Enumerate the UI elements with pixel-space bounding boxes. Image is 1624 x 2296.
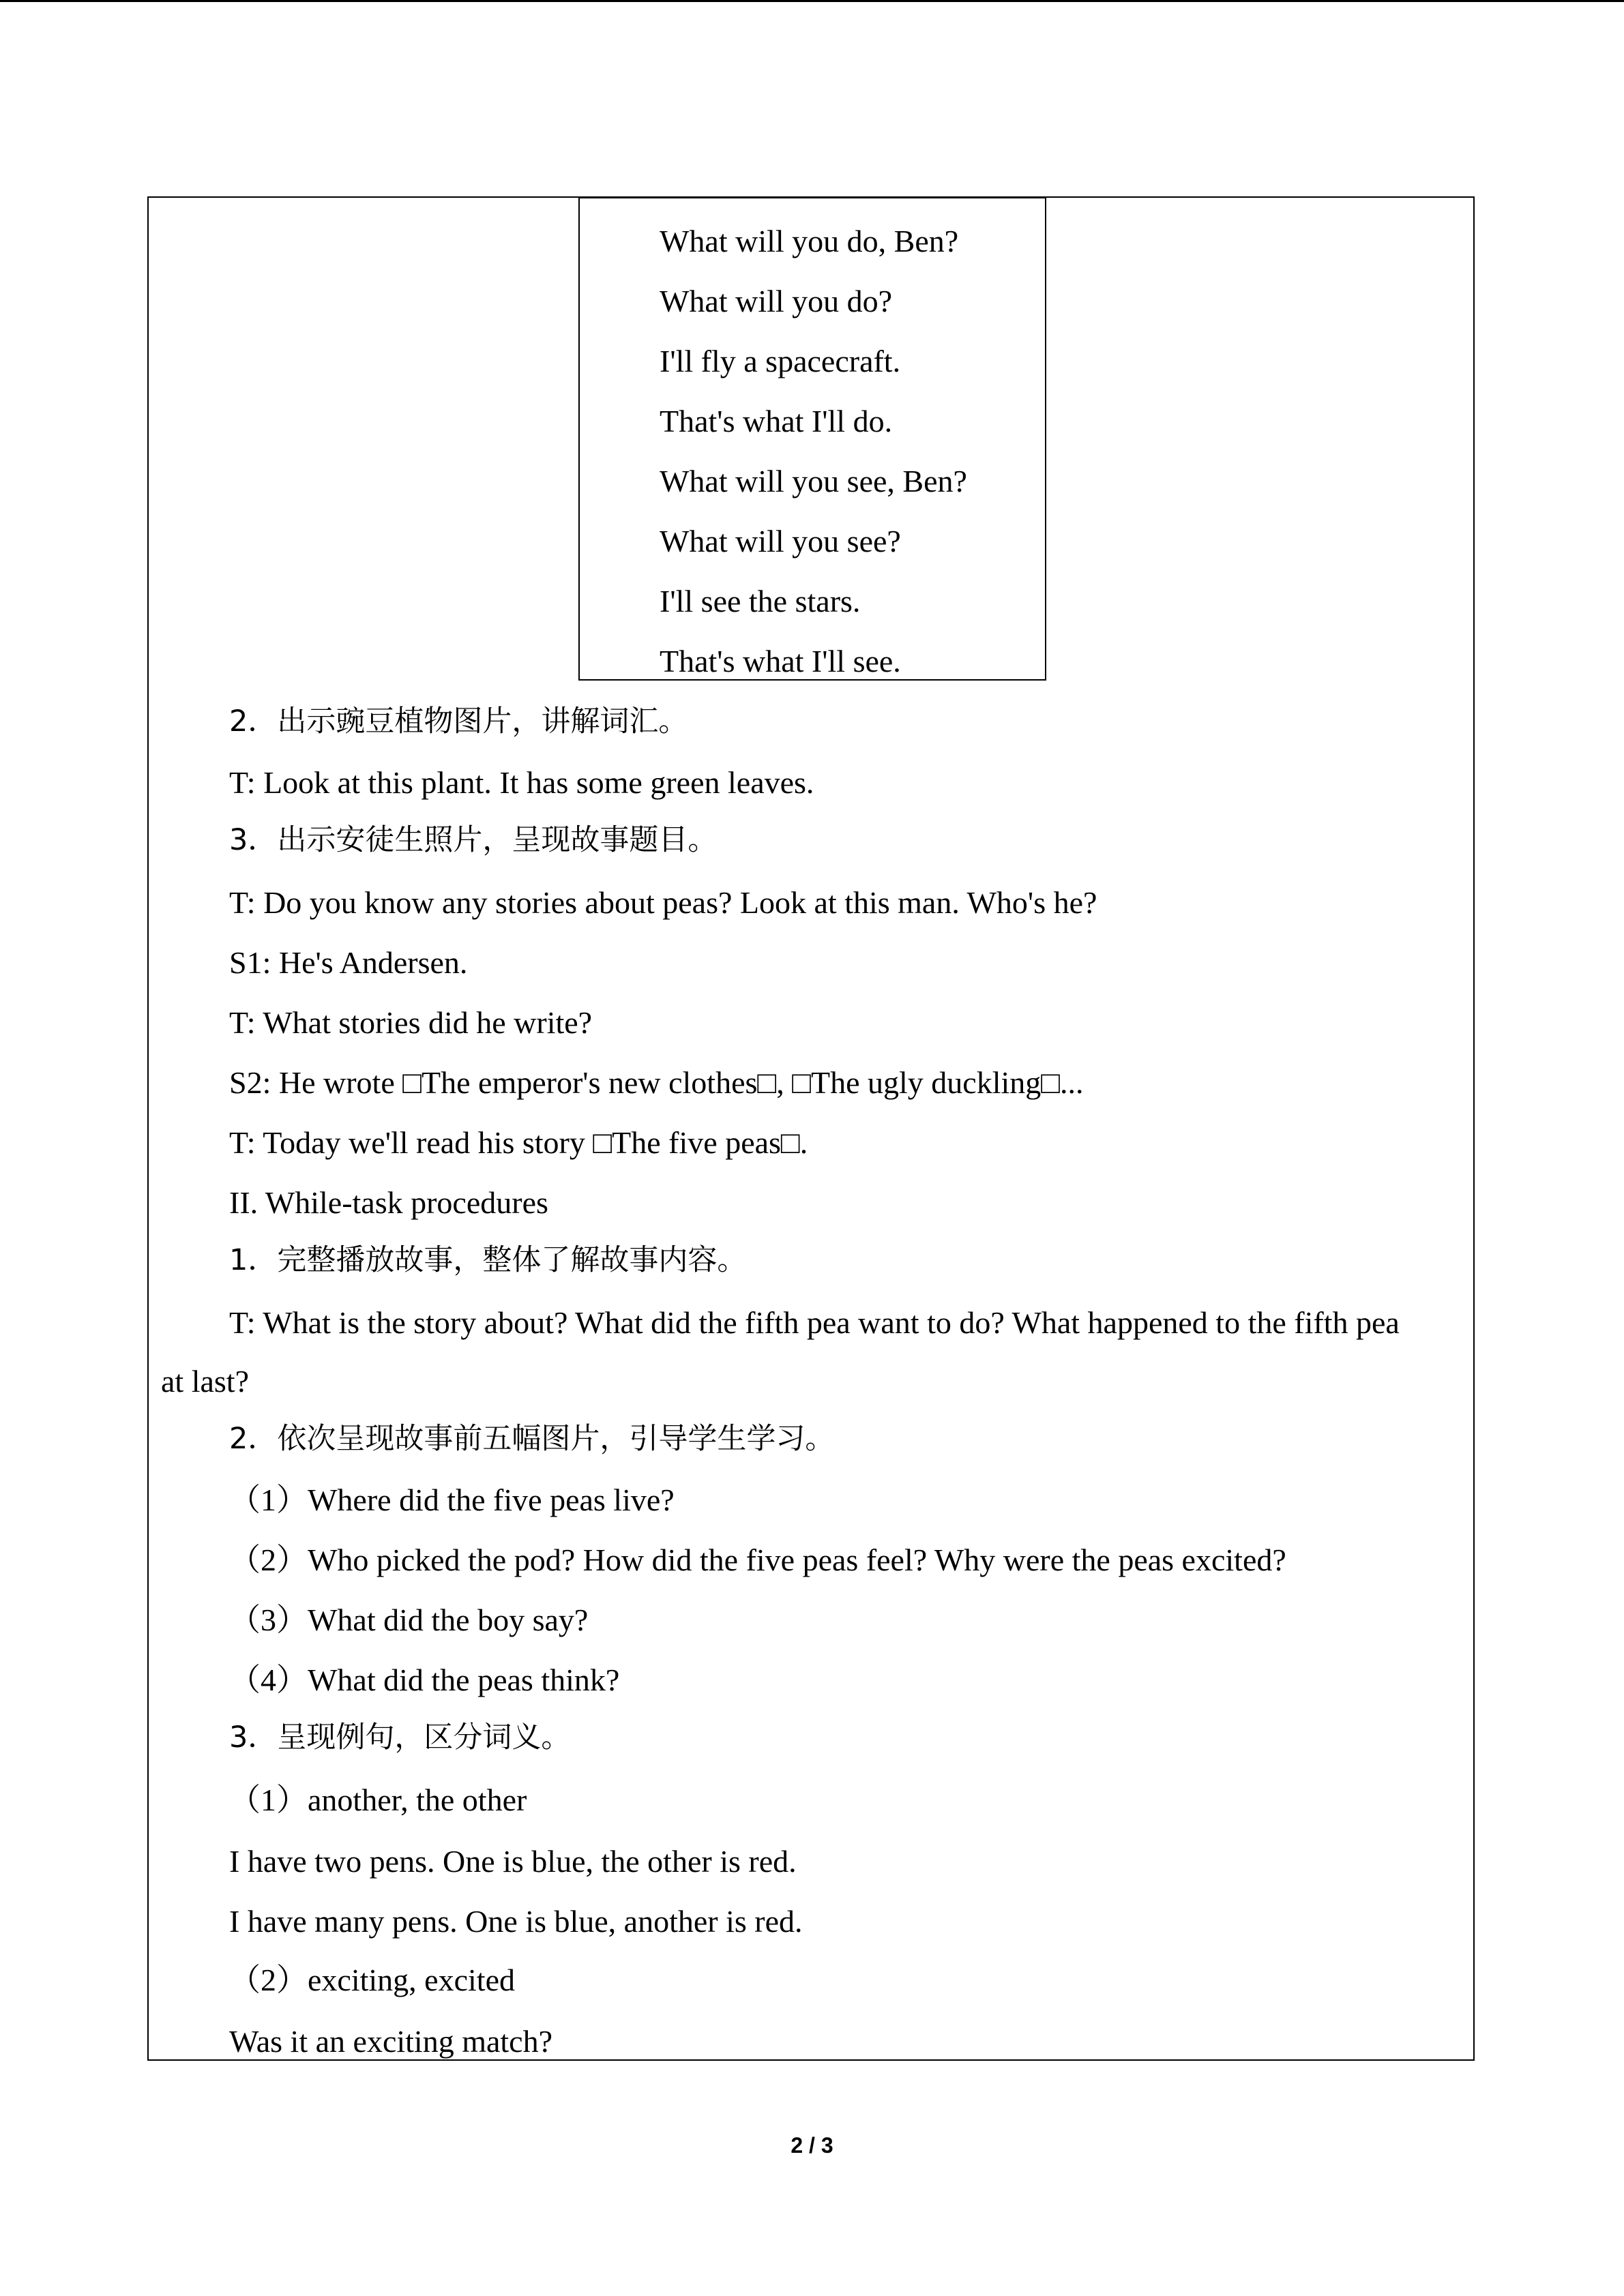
question-item: （2）Who picked the pod? How did the five peas feel? Why were the peas excited? — [229, 1542, 1286, 1577]
chant-line: What will you do? — [660, 284, 893, 318]
dialogue-line-continued: at last? — [161, 1364, 249, 1399]
example-sentence: I have two pens. One is blue, the other is red. — [229, 1844, 797, 1879]
chant-line: What will you see, Ben? — [660, 464, 967, 498]
question-item: （3）What did the boy say? — [229, 1602, 589, 1637]
chant-line: I'll fly a spacecraft. — [660, 344, 901, 378]
example-sentence: Was it an exciting match? — [229, 2024, 553, 2059]
dialogue-line: S1: He's Andersen. — [229, 945, 468, 980]
example-sentence: I have many pens. One is blue, another is red. — [229, 1904, 803, 1939]
dialogue-line: T: What stories did he write? — [229, 1005, 593, 1040]
page-top-border — [0, 0, 1624, 2]
chant-line: I'll see the stars. — [660, 584, 861, 618]
question-item: （4）What did the peas think? — [229, 1663, 620, 1697]
dialogue-line: T: What is the story about? What did the fifth pea want to do? What happened to the fifth pea — [229, 1305, 1400, 1340]
step-heading: 1．完整播放故事，整体了解故事内容。 — [229, 1243, 747, 1277]
dialogue-line: T: Look at this plant. It has some green leaves. — [229, 765, 814, 800]
step-heading: 2．依次呈现故事前五幅图片，引导学生学习。 — [229, 1422, 835, 1456]
dialogue-line: T: Today we'll read his story □The five peas□. — [229, 1125, 808, 1160]
vocab-item: （2）exciting, excited — [229, 1963, 515, 1997]
chant-line: What will you see? — [660, 524, 901, 558]
step-heading: 3．呈现例句，区分词义。 — [229, 1720, 571, 1755]
question-item: （1）Where did the five peas live? — [229, 1482, 675, 1517]
chant-line: What will you do, Ben? — [660, 224, 959, 258]
chant-line: That's what I'll do. — [660, 404, 893, 438]
section-heading: II. While-task procedures — [229, 1185, 548, 1220]
vocab-item: （1）another, the other — [229, 1783, 527, 1817]
step-heading: 3．出示安徒生照片，呈现故事题目。 — [229, 823, 718, 857]
dialogue-line: S2: He wrote □The emperor's new clothes□, □The ugly duckling□... — [229, 1065, 1084, 1100]
dialogue-line: T: Do you know any stories about peas? Look at this man. Who's he? — [229, 885, 1097, 920]
page-number: 2 / 3 — [791, 2133, 833, 2158]
step-heading: 2．出示豌豆植物图片，讲解词汇。 — [229, 704, 688, 739]
chant-line: That's what I'll see. — [660, 644, 901, 679]
